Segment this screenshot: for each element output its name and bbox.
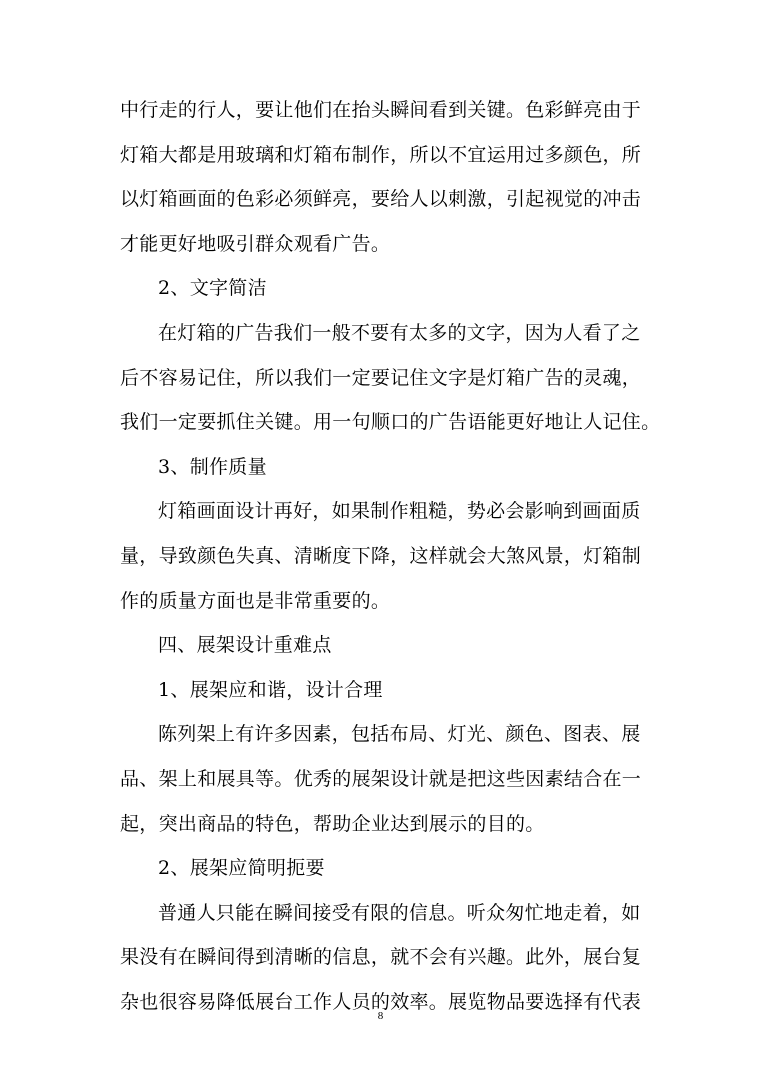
- body-line-15: 陈列架上有许多因素，包括布局、灯光、颜色、图表、展: [158, 723, 641, 746]
- body-line-4: 才能更好地吸引群众观看广告。: [120, 232, 391, 255]
- section-heading-concise: 2、展架应简明扼要: [158, 857, 325, 880]
- chapter-heading-display-rack: 四、展架设计重难点: [158, 634, 332, 657]
- body-line-11: 量，导致颜色失真、清晰度下降，这样就会大煞风景，灯箱制: [120, 544, 642, 567]
- section-heading-harmony: 1、展架应和谐，设计合理: [158, 678, 383, 701]
- body-line-21: 杂也很容易降低展台工作人员的效率。展览物品要选择有代表: [120, 990, 642, 1013]
- body-line-20: 果没有在瞬间得到清晰的信息，就不会有兴趣。此外，展台复: [120, 946, 642, 969]
- body-line-3: 以灯箱画面的色彩必须鲜亮，要给人以刺激，引起视觉的冲击: [120, 188, 642, 211]
- section-heading-text-conciseness: 2、文字简洁: [158, 277, 267, 300]
- body-line-8: 我们一定要抓住关键。用一句顺口的广告语能更好地让人记住。: [120, 411, 661, 434]
- body-line-17: 起，突出商品的特色，帮助企业达到展示的目的。: [120, 812, 545, 835]
- body-line-7: 后不容易记住，所以我们一定要记住文字是灯箱广告的灵魂，: [120, 366, 642, 389]
- document-body: [120, 88, 661, 1024]
- body-line-1: 中行走的行人，要让他们在抬头瞬间看到关键。色彩鲜亮由于: [120, 99, 642, 121]
- page-number: 8: [377, 1010, 384, 1022]
- body-line-12: 作的质量方面也是非常重要的。: [120, 589, 391, 612]
- section-heading-production-quality: 3、制作质量: [158, 455, 267, 478]
- body-line-10: 灯箱画面设计再好，如果制作粗糙，势必会影响到画面质: [158, 500, 641, 523]
- body-line-6: 在灯箱的广告我们一般不要有太多的文字，因为人看了之: [158, 321, 641, 344]
- body-line-16: 品、架上和展具等。优秀的展架设计就是把这些因素结合在一: [120, 767, 642, 790]
- body-line-19: 普通人只能在瞬间接受有限的信息。听众匆忙地走着，如: [158, 901, 641, 924]
- body-line-2: 灯箱大都是用玻璃和灯箱布制作，所以不宜运用过多颜色，所: [120, 143, 642, 166]
